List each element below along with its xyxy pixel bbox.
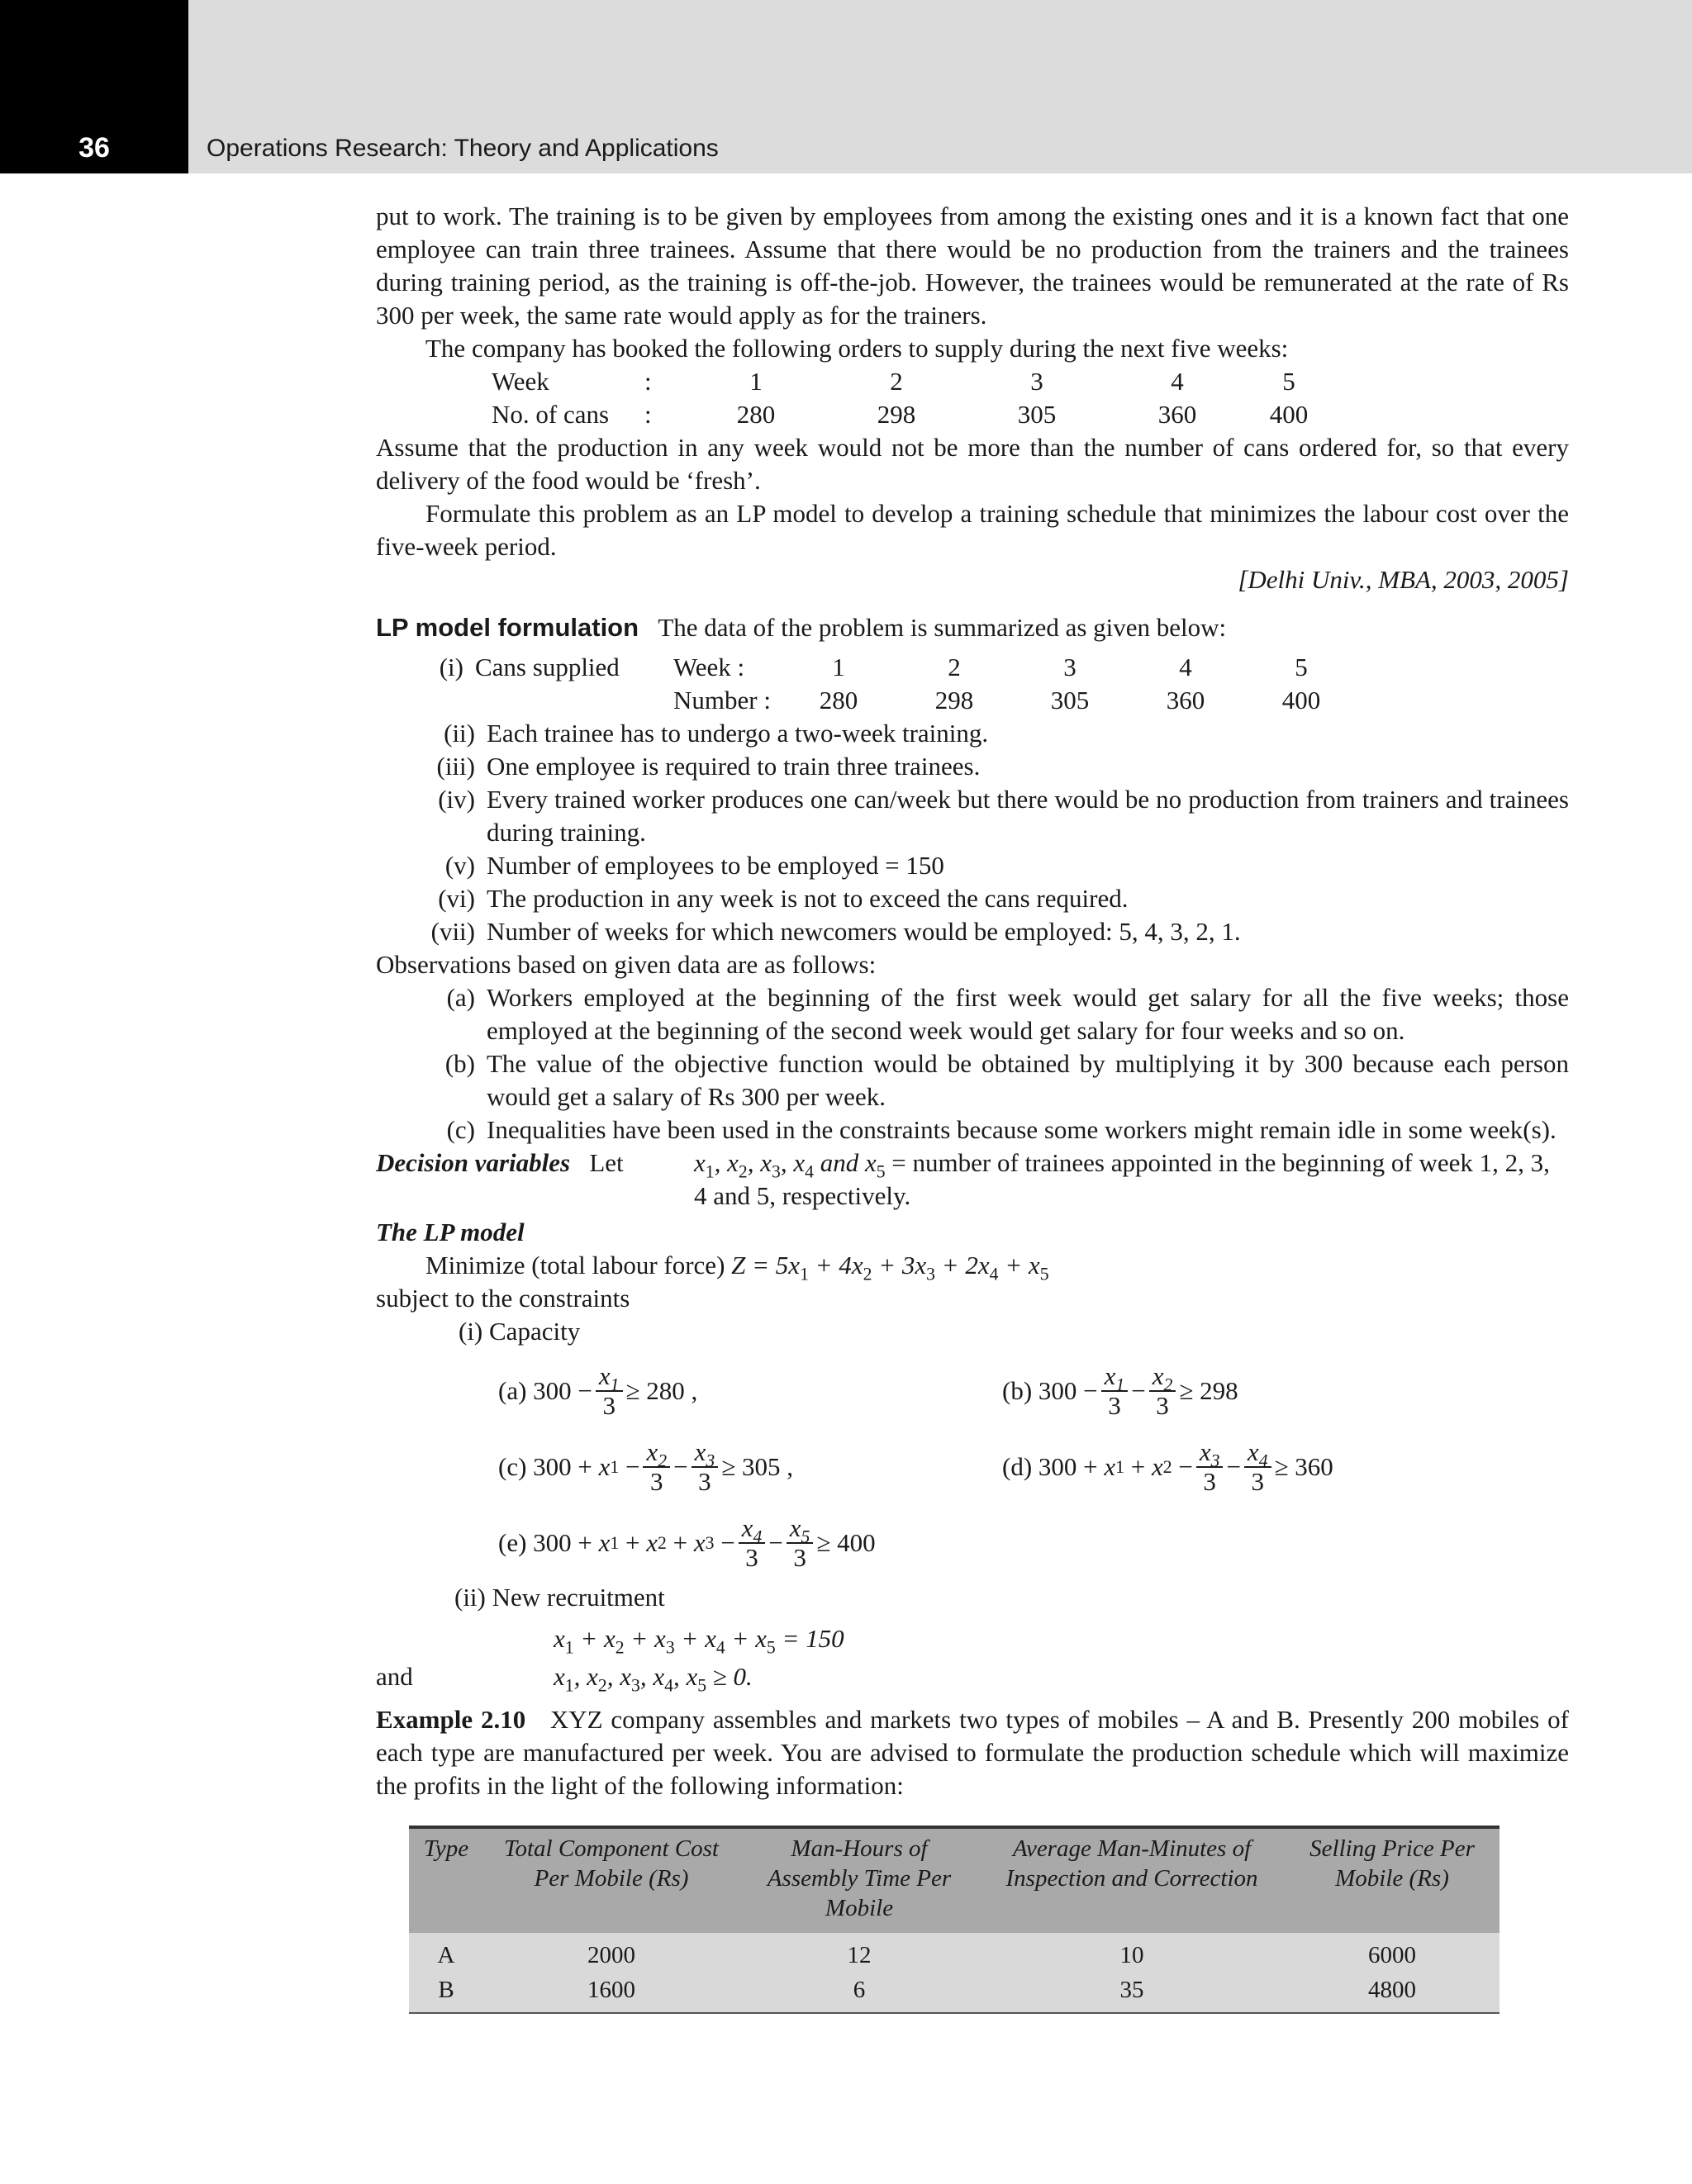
- cans-week-label: Week :: [673, 653, 745, 681]
- table-row: A 2000 12 10 6000: [409, 1933, 1500, 1973]
- cans-number: 280: [819, 686, 858, 715]
- lp-model-heading: The LP model: [376, 1218, 525, 1246]
- cans-week: 5: [1295, 653, 1308, 681]
- cans-number: 298: [934, 686, 974, 715]
- cans-week: 1: [832, 653, 845, 681]
- decision-variables-definition: $x_1$, $x_2$, $x_3$, $x_4$ and $x_5$ = number of trainees appointed in the beginning of week 1, 2, 3, 4 and 5, respectively.: [694, 1148, 1550, 1210]
- data-list: [376, 717, 1569, 948]
- orders-cans: 280: [736, 400, 776, 429]
- cans-title: Cans supplied: [475, 653, 620, 681]
- recruitment-equation: $x_1 + x_2 + x_3 + x_4 + x_5 = 150$: [554, 1624, 844, 1658]
- intro-paragraph-3: Assume that the production in any week would not be more than the number of cans ordered for, so that every delivery of the food would be ‘fresh’.: [376, 433, 1569, 495]
- mobile-data-table: [409, 1826, 1500, 2014]
- recruitment-label: (ii) New recruitment: [454, 1583, 665, 1612]
- decision-variable-list: $x_1$, $x_2$, $x_3$, $x_4$ and $x_5$: [694, 1148, 886, 1182]
- table-header: Total Component Cost Per Mobile (Rs): [483, 1827, 739, 1933]
- constraint-b: (b) 300 − $\frac{x_1}{3}$ − $\frac{x_2}{3}$ ≥ 298: [1002, 1361, 1238, 1420]
- orders-week: 5: [1282, 367, 1295, 396]
- capacity-label: (i) Capacity: [459, 1317, 581, 1346]
- citation: [Delhi Univ., MBA, 2003, 2005]: [1238, 565, 1569, 594]
- orders-week: 4: [1171, 367, 1184, 396]
- orders-week: 1: [749, 367, 763, 396]
- intro-paragraph-4: Formulate this problem as an LP model to develop a training schedule that minimizes the labour cost over the five-week period.: [376, 499, 1569, 561]
- example-label: Example 2.10: [376, 1705, 526, 1734]
- cans-week: 2: [948, 653, 961, 681]
- list-item: (v) Number of employees to be employed = 150: [444, 851, 944, 880]
- constraint-a: (a) 300 − $\frac{x_1}{3}$ ≥ 280 ,: [498, 1361, 698, 1420]
- orders-cans-label: No. of cans: [492, 400, 610, 429]
- table-header: Man-Hours of Assembly Time Per Mobile: [739, 1827, 979, 1933]
- cans-number: 305: [1050, 686, 1090, 715]
- orders-cans: 298: [877, 400, 916, 429]
- example-paragraph: Example 2.10 XYZ company assembles and markets two types of mobiles – A and B. Presently 200 mobiles of each type are manufactured per week. You are advised to formulate the production schedule which will maximize the profits in the light of the following information:: [376, 1705, 1569, 1800]
- observations-heading: Observations based on given data are as follows:: [376, 950, 877, 979]
- intro-paragraph-1: put to work. The training is to be given by employees from among the existing ones and it is a known fact that one employee can train three trainees. Assume that there would be no production from the trainers and the trainees during training period, as the training is off-the-job. However, the trainees would be remunerated at the rate of Rs 300 per week, the same rate would apply as for the trainers.: [376, 202, 1569, 330]
- orders-week-label: Week: [492, 367, 549, 396]
- orders-cans: 360: [1157, 400, 1197, 429]
- constraint-row: [376, 1429, 1569, 1505]
- orders-week: 2: [890, 367, 903, 396]
- cans-number: 360: [1166, 686, 1205, 715]
- list-item: (ii) Each trainee has to undergo a two-week training.: [444, 719, 989, 748]
- list-item: (vi) The production in any week is not to exceed the cans required.: [438, 884, 1129, 913]
- subject-to: subject to the constraints: [376, 1284, 630, 1313]
- table-header: Type: [409, 1827, 483, 1933]
- non-negativity: $x_1$, $x_2$, $x_3$, $x_4$, $x_5 \ge 0$.: [554, 1662, 753, 1696]
- cans-week: 4: [1179, 653, 1192, 681]
- list-item: (iv) Every trained worker produces one can/week but there would be no production from trainers and trainees during training.: [438, 785, 1569, 847]
- and-label: and: [376, 1662, 413, 1691]
- observations-list: [376, 981, 1569, 1147]
- table-header: Average Man-Minutes of Inspection and Correction: [979, 1827, 1285, 1933]
- constraint-row: [376, 1505, 1569, 1581]
- decision-variables: [376, 1147, 1569, 1213]
- constraint-d: (d) 300 + x 1 + x 2 − $\frac{x_3}{3}$ − $\frac{x_4}{3}$ ≥ 360: [1002, 1437, 1333, 1496]
- page-number: 36: [78, 132, 110, 164]
- cans-number: 400: [1281, 686, 1321, 715]
- list-label: (i): [439, 653, 463, 681]
- list-item: (a) Workers employed at the beginning of the first week would get salary for all the five weeks; those employed at the beginning of the second week would get salary for four weeks and so on.: [446, 983, 1569, 1045]
- intro-paragraph-2: The company has booked the following orders to supply during the next five weeks:: [425, 334, 1289, 363]
- orders-cans: 305: [1017, 400, 1057, 429]
- objective-expression: $Z = 5x_1 + 4x_2 + 3x_3 + 2x_4 + x_5$: [731, 1251, 1049, 1284]
- cans-supplied-table: [376, 651, 1569, 717]
- constraint-e: (e) 300 + x 1 + x 2 + x 3 − $\frac{x_4}{3}$ − $\frac{x_5}{3}$ ≥ 400: [498, 1513, 876, 1572]
- orders-colon: :: [644, 367, 652, 396]
- section-heading: LP model formulation: [376, 613, 639, 642]
- orders-cans: 400: [1269, 400, 1309, 429]
- list-item: (vii) Number of weeks for which newcomers would be employed: 5, 4, 3, 2, 1.: [430, 917, 1241, 946]
- cans-week: 3: [1063, 653, 1077, 681]
- orders-table: [492, 365, 1569, 431]
- constraint-row: [376, 1353, 1569, 1429]
- decision-variables-heading: Decision variables: [376, 1148, 571, 1177]
- list-item: (b) The value of the objective function would be obtained by multiplying it by 300 because each person would get a salary of Rs 300 per week.: [444, 1049, 1569, 1111]
- orders-week: 3: [1030, 367, 1043, 396]
- orders-colon: :: [644, 400, 652, 429]
- list-item: (iii) One employee is required to train three trainees.: [436, 752, 981, 781]
- table-header: Selling Price Per Mobile (Rs): [1285, 1827, 1500, 1933]
- page-body: [376, 200, 1569, 2014]
- constraint-c: (c) 300 + x 1 − $\frac{x_2}{3}$ − $\frac{x_3}{3}$ ≥ 305 ,: [498, 1437, 793, 1496]
- section-heading-tail: The data of the problem is summarized as given below:: [658, 613, 1227, 642]
- cans-number-label: Number :: [673, 686, 771, 715]
- running-title: Operations Research: Theory and Applications: [207, 135, 719, 162]
- let-label: Let: [589, 1148, 624, 1177]
- table-row: B 1600 6 35 4800: [409, 1973, 1500, 2013]
- list-item: (c) Inequalities have been used in the constraints because some workers might remain idle in some week(s).: [446, 1115, 1557, 1144]
- page-number-block: [0, 0, 188, 173]
- objective-function: Minimize (total labour force) $Z = 5x_1 + 4x_2 + 3x_3 + 2x_4 + x_5$: [425, 1251, 1049, 1284]
